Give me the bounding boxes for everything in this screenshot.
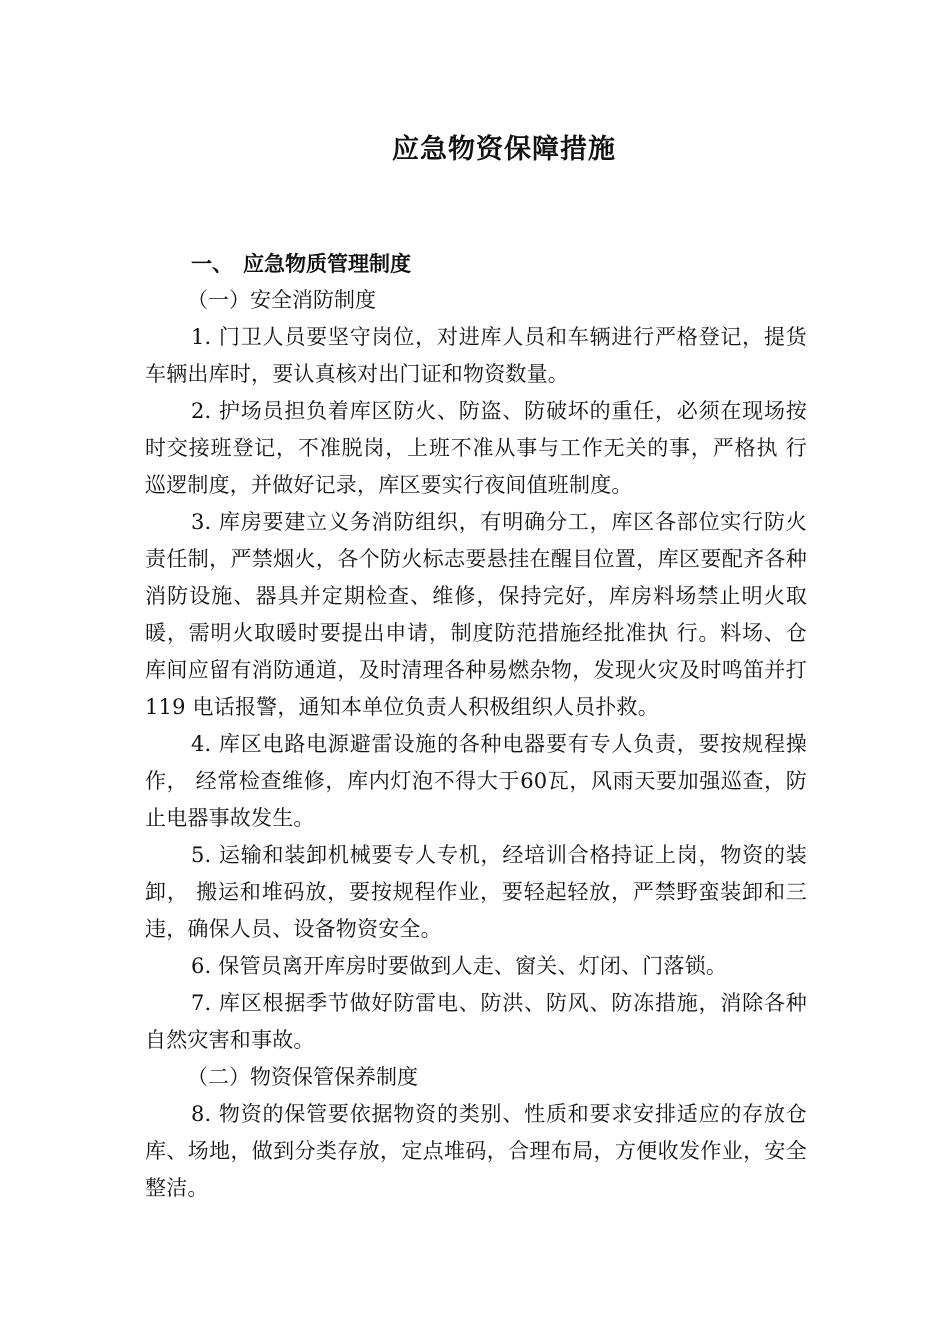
document-body <box>145 245 807 1207</box>
document-title: 应急物资保障措施 <box>392 134 616 165</box>
paragraph-item-4: 4. 库区电路电源避雷设施的各种电器要有专人负责，要按规程操作， 经常检查维修，库内灯泡不得大于60瓦，风雨天要加强巡查，防止电器事故发生。 <box>145 732 807 830</box>
paragraph-item-7: 7. 库区根据季节做好防雷电、防洪、防风、防冻措施，消除各种自然灾害和事故。 <box>145 991 807 1052</box>
section-number: 一、 <box>191 251 233 276</box>
subsection-heading-storage-maintenance: （二）物资保管保养制度 <box>187 1065 418 1089</box>
paragraph-item-8: 8. 物资的保管要依据物资的类别、性质和要求安排适应的存放仓库、场地，做到分类存放，定点堆码，合理布局，方便收发作业，安全整洁。 <box>145 1102 807 1200</box>
paragraph-item-6: 6. 保管员离开库房时要做到人走、窗关、灯闭、门落锁。 <box>191 954 728 978</box>
paragraph-item-5: 5. 运输和装卸机械要专人专机，经培训合格持证上岗，物资的装卸， 搬运和堆码放，要按规程作业，要轻起轻放，严禁野蛮装卸和三违，确保人员、设备物资安全。 <box>145 843 807 941</box>
section-heading <box>145 245 807 282</box>
paragraph-item-3: 3. 库房要建立义务消防组织，有明确分工，库区各部位实行防火责任制，严禁烟火，各个防火标志要悬挂在醒目位置，库区要配齐各种消防设施、器具并定期检查、维修，保持完好，库房料场禁止明火取暖，需明火取暖时要提出申请，制度防范措施经批准执 行。料场、仓库间应留有消防通道，及时清理各种易燃杂物，发现火灾及时鸣笛并打 119 电话报警，通知本单位负责人积极组织人员扑救。 <box>145 510 807 719</box>
section-heading-text: 应急物质管理制度 <box>243 251 411 276</box>
paragraph-item-1: 1. 门卫人员要坚守岗位，对进库人员和车辆进行严格登记，提货车辆出库时，要认真核对出门证和物资数量。 <box>145 325 807 386</box>
paragraph-item-2: 2. 护场员担负着库区防火、防盗、防破坏的重任，必须在现场按时交接班登记，不准脱岗，上班不准从事与工作无关的事，严格执 行巡逻制度，并做好记录，库区要实行夜间值班制度。 <box>145 399 807 497</box>
subsection-heading-fire-safety: （一）安全消防制度 <box>187 288 376 312</box>
